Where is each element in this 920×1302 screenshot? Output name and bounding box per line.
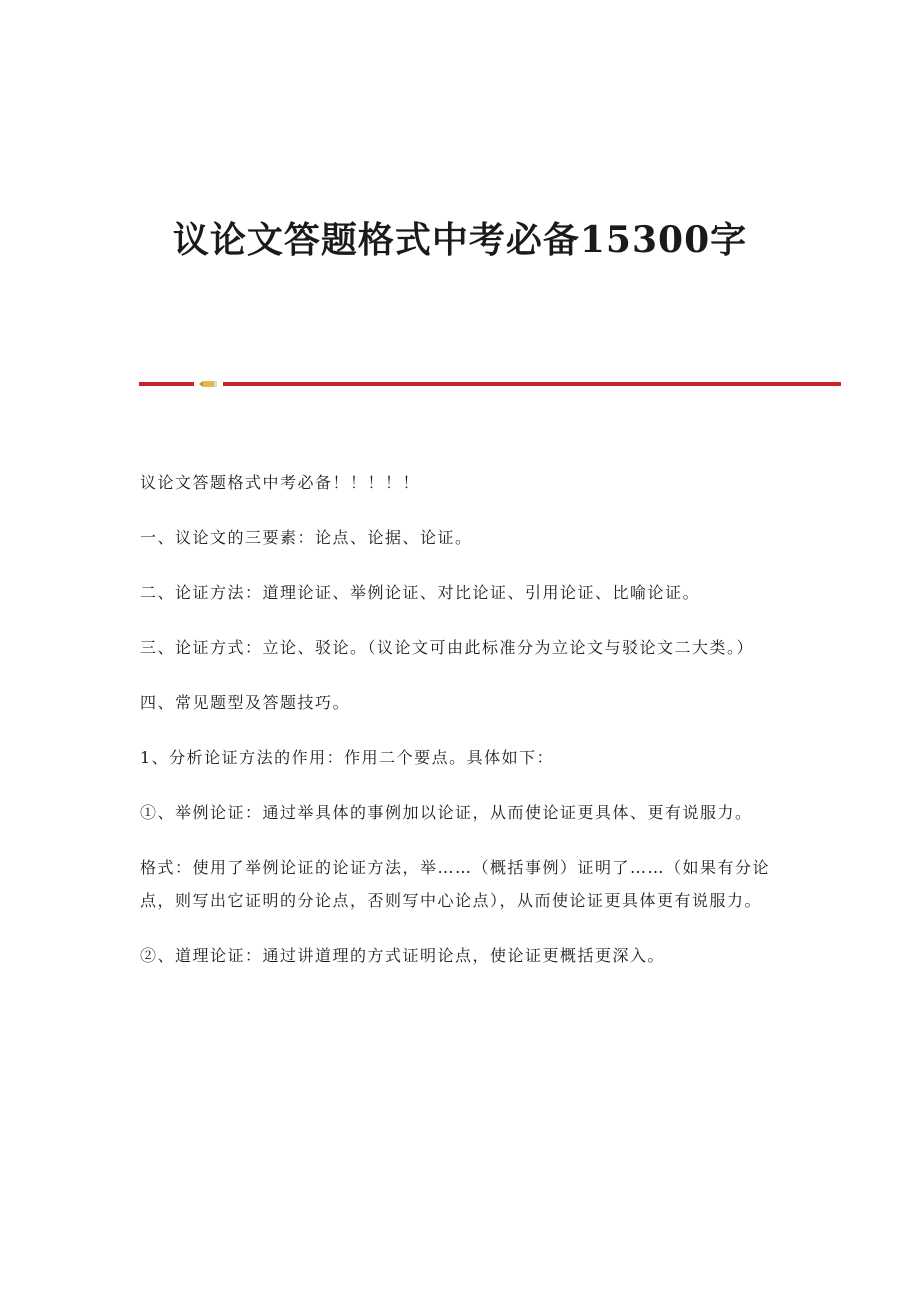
document-title: 议论文答题格式中考必备15300字 [172, 219, 748, 261]
paragraph-question-types: 四、常见题型及答题技巧。 [140, 693, 351, 712]
paragraph-argument-modes: 三、论证方式：立论、驳论。（议论文可由此标准分为立论文与驳论文二大类。） [140, 638, 755, 657]
paragraph-reasoning-argument: ②、道理论证：通过讲道理的方式证明论点，使论证更概括更深入。 [140, 946, 666, 965]
pencil-icon [199, 380, 217, 388]
divider-bar-left [139, 382, 194, 386]
paragraph-example-argument: ①、举例论证：通过举具体的事例加以论证，从而使论证更具体、更有说服力。 [140, 803, 753, 822]
title-divider [139, 380, 841, 388]
paragraph-heading: 议论文答题格式中考必备！！！！！ [140, 473, 421, 492]
document-body [140, 466, 780, 994]
paragraph-three-elements: 一、议论文的三要素：论点、论据、论证。 [140, 528, 473, 547]
paragraph-argument-methods: 二、论证方法：道理论证、举例论证、对比论证、引用论证、比喻论证。 [140, 583, 701, 602]
paragraph-method-effects: 1、分析论证方法的作用：作用二个要点。具体如下： [140, 748, 555, 767]
paragraph-format: 格式：使用了举例论证的论证方法，举……（概括事例）证明了……（如果有分论点，则写出它证明的分论点，否则写中心论点），从而使论证更具体更有说服力。 [140, 858, 771, 910]
divider-bar-right [223, 382, 841, 386]
